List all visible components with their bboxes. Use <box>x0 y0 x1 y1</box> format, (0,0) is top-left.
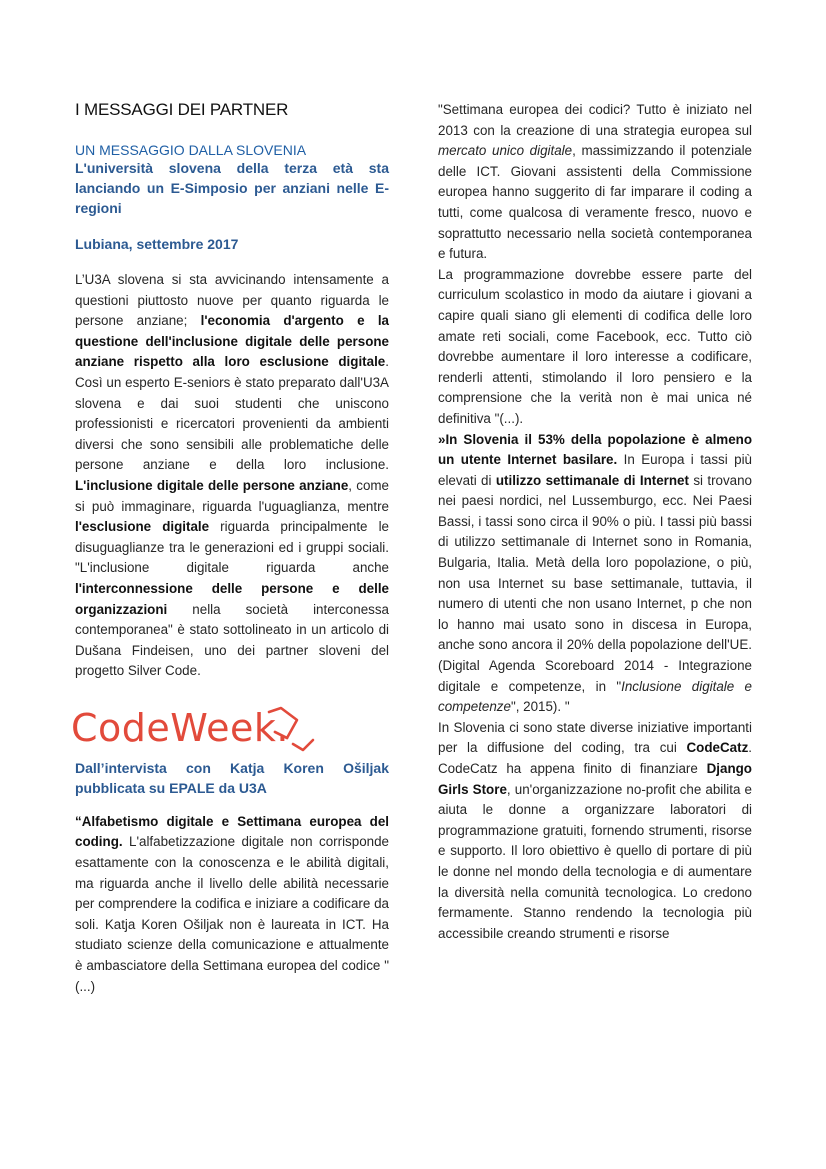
text-run: In Slovenia ci sono state diverse iniziative importanti per la diffusione del coding, tra cui <box>438 719 752 756</box>
text-run: ", 2015). " <box>510 699 570 715</box>
text-run: L’U3A slovena si sta avvicinando intensamente a questioni piuttosto nuove per quanto riguarda le persone anziane; <box>75 272 389 329</box>
text-run: , come si può immaginare, riguarda l'uguaglianza, mentre <box>75 477 390 514</box>
bold-run: l'esclusione digitale <box>75 519 210 535</box>
codeweek-logo <box>71 704 389 752</box>
article-subtitle: UN MESSAGGIO DALLA SLOVENIA <box>75 142 307 158</box>
bold-run: CodeCatz <box>686 740 749 756</box>
codeweek-bracket-icon <box>257 706 319 752</box>
bold-run: utilizzo settimanale di Internet <box>495 472 689 488</box>
bold-run: L'inclusione digitale delle persone anziane <box>75 477 349 493</box>
internet-usage-paragraph <box>438 430 752 718</box>
text-run: nella società interconessa contemporanea" è stato sottolineato in un articolo di Dušana Findeisen, uno dei partner sloveni del progetto Silver Code. <box>75 601 389 679</box>
text-run: si trovano nei paesi nordici, nel Lussemburgo, ecc. Nei Paesi Bassi, i tassi sono circa il 90% o più. I tassi più bassi di utilizzo settimanale di Internet sono in Romania, Bulgaria, Italia. Metà della loro popolazione, o più, non usa Internet su base settimanale, tuttavia, il numero di utenti che non usano Internet, p che non lo hanno mai usato sono in discesa in Europa, anche sono ancora il 20% della popolazione dell'UE. (Digital Agenda Scoreboard 2014 - Integrazione digitale e competenze, in " <box>438 472 753 694</box>
bold-run: Django Girls Store <box>438 761 752 797</box>
codeweek-logo-text: CodeWeek. <box>71 705 289 750</box>
bold-run: l'interconnessione delle persone e delle organizzazioni <box>75 580 389 617</box>
codeweek-paragraph <box>438 100 752 265</box>
text-run: . Così un esperto E-seniors è stato preparato dall'U3A slovena e dai suoi studenti che uniscono professionisti e ricercatori provenienti da ambienti diversi che sono sensibili alle problematiche delle persone anziane e della loro inclusione. <box>75 354 389 473</box>
interview-paragraph <box>75 812 389 997</box>
text-run: , massimizzando il potenziale delle ICT. Giovani assistenti della Commissione europea hanno suggerito di far imparare il coding a tutti, come qualcosa di veramente fresco, nuovo e soprattutto necessario nella società contemporanea e futura. <box>438 143 752 262</box>
interview-headline: Dall’intervista con Katja Koren Ošiljak pubblicata su EPALE da U3A <box>75 759 389 796</box>
article-date: Lubiana, settembre 2017 <box>75 236 239 252</box>
text-run: . CodeCatz ha appena finito di finanziare <box>438 740 752 776</box>
left-column <box>71 100 390 997</box>
slovenia-paragraph <box>75 270 389 682</box>
text-run: "Settimana europea dei codici? Tutto è iniziato nel 2013 con la creazione di una strategia europea sul <box>438 102 752 138</box>
text-run: , un'organizzazione no-profit che abilita e aiuta le donne a organizzare laboratori di programmazione gratuiti, fornendo strumenti, risorse e supporto. Il loro obiettivo è quello di portare di più le donne nel mondo della tecnologia e di aumentare la diversità nella comunità tecnologica. Lo credono fermamente. Stanno rendendo la tecnologia più accessibile creando strumenti e risorse <box>438 781 752 941</box>
text-run: In Europa i tassi più elevati di <box>438 452 753 488</box>
bold-run: »In Slovenia il 53% della popolazione è almeno un utente Internet basilare. <box>438 431 752 468</box>
italic-run: mercato unico digitale <box>438 143 573 159</box>
programming-paragraph: La programmazione dovrebbe essere parte del curriculum scolastico in modo da aiutare i giovani a capire quali siano gli elementi di codifica delle loro amate reti sociali, come Facebook, ecc. Tutto ciò dovrebbe aumentare il loro interesse a codificare, renderli attenti, stimolando il loro pensiero e la comprensione che la verità non è mai unica né definitiva "(...). <box>438 266 752 426</box>
initiatives-paragraph <box>438 718 752 945</box>
article-headline: L'università slovena della terza età sta lanciando un E-Simposio per anziani nelle E-regioni <box>75 160 389 216</box>
bold-run: “Alfabetismo digitale e Settimana europea del coding. <box>75 813 389 850</box>
right-column <box>438 100 752 944</box>
bold-run: l'economia d'argento e la questione dell'inclusione digitale delle persone anziane rispetto alla loro esclusione digitale <box>75 313 389 370</box>
text-run: L'alfabetizzazione digitale non corrisponde esattamente con la conoscenza e le abilità digitali, ma riguarda anche il livello delle abilità necessarie per comprendere la codifica e iniziare a codificare da soli. Katja Koren Ošiljak non è laureata in ICT. Ha studiato scienze della comunicazione e attualmente è ambasciatore della Settimana europea del codice "(...) <box>75 834 389 994</box>
text-run: riguarda principalmente le disuguaglianze tra le generazioni ed i gruppi sociali. "L'inclusione digitale riguarda anche <box>75 519 389 576</box>
section-title: I MESSAGGI DEI PARTNER <box>75 100 289 119</box>
italic-run: Inclusione digitale e competenze <box>438 678 752 715</box>
